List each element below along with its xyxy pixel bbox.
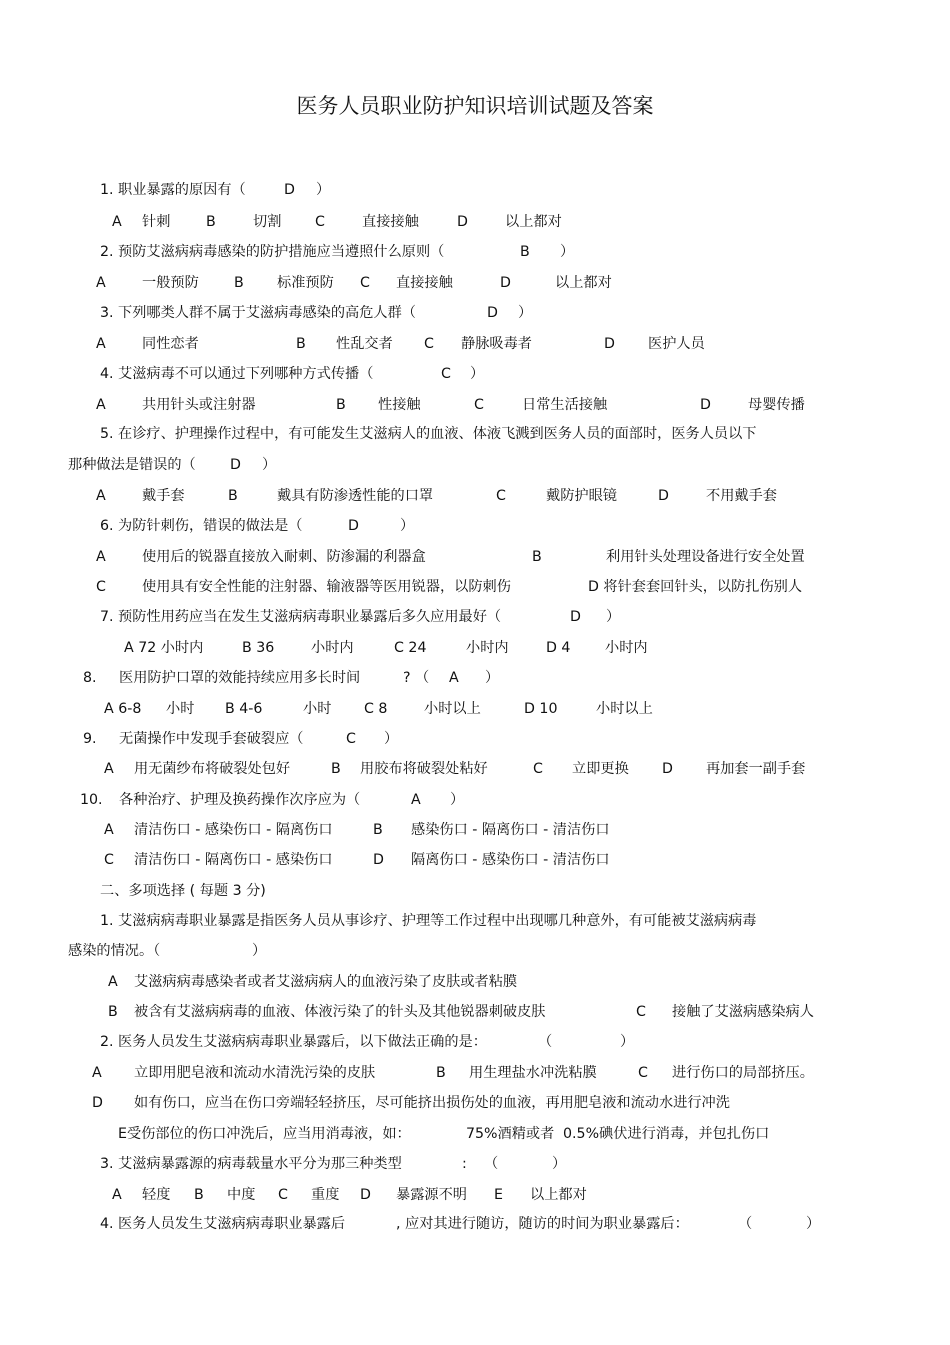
paren: ） [316, 182, 331, 198]
option-text: 重度 [311, 1187, 340, 1203]
answer: A [449, 670, 459, 686]
option-letter: B [331, 761, 341, 777]
option-letter: D [360, 1187, 371, 1203]
option-letter: B [436, 1065, 446, 1081]
paren: （ [538, 1034, 553, 1050]
option-text: 直接接触 [362, 214, 419, 230]
option-text: 用无菌纱布将破裂处包好 [134, 761, 291, 777]
question-text: 1. 职业暴露的原因有（ [100, 182, 246, 198]
option-letter: A [112, 1187, 122, 1203]
option-text: 以上都对 [555, 275, 612, 291]
paren: ） [485, 670, 500, 686]
question-number: 8. [83, 670, 97, 686]
option-text: 立即用肥皂液和流动水清洗污染的皮肤 [134, 1065, 376, 1081]
paren: ） [806, 1216, 821, 1232]
option-text: 直接接触 [396, 275, 453, 291]
option-text: 再加套一副手套 [706, 761, 806, 777]
option-text: 感染伤口 - 隔离伤口 - 清洁伤口 [411, 822, 610, 838]
option-text: 日常生活接触 [522, 397, 608, 413]
option-letter: B [234, 275, 244, 291]
paren: ） [262, 457, 277, 473]
question-text: 4. 医务人员发生艾滋病病毒职业暴露后 [100, 1216, 346, 1232]
option-text: 戴手套 [142, 488, 185, 504]
option-text: 被含有艾滋病病毒的血液、体液污染了的针头及其他锐器刺破皮肤 [134, 1004, 546, 1020]
option-letter: D [658, 488, 669, 504]
option-text: 小时内 [466, 640, 509, 656]
option-text: 小时内 [605, 640, 648, 656]
option-letter: C [278, 1187, 288, 1203]
option-letter: C [315, 214, 325, 230]
option-text: 小时以上 [424, 701, 481, 717]
option-text: 进行伤口的局部挤压。 [672, 1065, 814, 1081]
option-text: 轻度 [142, 1187, 171, 1203]
option-text: 中度 [227, 1187, 256, 1203]
question-number: 10. [80, 792, 103, 808]
paren: ） [518, 305, 533, 321]
option-text: 利用针头处理设备进行安全处置 [606, 549, 805, 565]
option-text: 性乱交者 [336, 336, 393, 352]
option-text: 针刺 [142, 214, 171, 230]
option-text: 共用针头或注射器 [142, 397, 256, 413]
option-text: 以上都对 [505, 214, 562, 230]
option-text: A 72 小时内 [124, 640, 204, 656]
option-letter: C [360, 275, 370, 291]
paren: ） [470, 366, 485, 382]
question-text: 3. 艾滋病暴露源的病毒载量水平分为那三种类型 [100, 1156, 402, 1172]
option-text: 母婴传播 [748, 397, 805, 413]
question-text: 3. 下列哪类人群不属于艾滋病毒感染的高危人群（ [100, 305, 416, 321]
option-text: 暴露源不明 [396, 1187, 467, 1203]
option-letter: A [104, 822, 114, 838]
option-letter: D [662, 761, 673, 777]
option-letter: C [636, 1004, 646, 1020]
question-text: 6. 为防针刺伤，错误的做法是（ [100, 518, 303, 534]
option-letter: A [104, 761, 114, 777]
option-text: 标准预防 [277, 275, 334, 291]
option-letter: C [96, 579, 106, 595]
question-text: , 应对其进行随访，随访的时间为职业暴露后： [396, 1216, 689, 1232]
option-letter: C [638, 1065, 648, 1081]
paren: ） [450, 792, 465, 808]
option-letter: B 4-6 [225, 701, 263, 717]
option-letter: B [228, 488, 238, 504]
option-text: E受伤部位的伤口冲洗后，应当用消毒液，如： [118, 1126, 411, 1142]
option-letter: A [112, 214, 122, 230]
option-text: 静脉吸毒者 [461, 336, 532, 352]
option-letter: C [474, 397, 484, 413]
option-letter: A [96, 397, 106, 413]
option-letter: C 8 [364, 701, 388, 717]
option-letter: A [96, 275, 106, 291]
option-text: 立即更换 [572, 761, 629, 777]
option-letter: B [532, 549, 542, 565]
answer: D [487, 305, 498, 321]
answer: A [411, 792, 421, 808]
colon: : [462, 1156, 467, 1172]
option-text: 戴防护眼镜 [546, 488, 617, 504]
option-letter: B [336, 397, 346, 413]
option-text: 戴具有防渗透性能的口罩 [277, 488, 434, 504]
option-letter: D 4 [546, 640, 571, 656]
option-letter: C 24 [394, 640, 427, 656]
option-letter: D [604, 336, 615, 352]
paren: ） [400, 518, 415, 534]
option-text: 性接触 [378, 397, 421, 413]
option-letter: C [104, 852, 114, 868]
option-letter: E [494, 1187, 503, 1203]
option-text: 小时 [166, 701, 195, 717]
option-letter: B 36 [242, 640, 275, 656]
option-letter: D 10 [524, 701, 558, 717]
section-title: 二、多项选择 ( 每题 3 分) [100, 883, 266, 899]
option-text: 医护人员 [648, 336, 705, 352]
option-letter: D [373, 852, 384, 868]
answer: D [570, 609, 581, 625]
option-text: 艾滋病病毒感染者或者艾滋病病人的血液污染了皮肤或者粘膜 [134, 974, 518, 990]
question-text: 各种治疗、护理及换药操作次序应为（ [119, 792, 361, 808]
option-text: D 将针套套回针头，以防扎伤别人 [588, 579, 803, 595]
question-text: 2. 预防艾滋病病毒感染的防护措施应当遵照什么原则（ [100, 244, 445, 260]
question-text: 7. 预防性用药应当在发生艾滋病病毒职业暴露后多久应用最好（ [100, 609, 502, 625]
option-letter: C [496, 488, 506, 504]
paren: ） [620, 1034, 635, 1050]
option-letter: B [296, 336, 306, 352]
option-letter: B [373, 822, 383, 838]
option-letter: C [424, 336, 434, 352]
paren: （ [738, 1216, 753, 1232]
option-text: 小时以上 [596, 701, 653, 717]
option-text: 小时内 [311, 640, 354, 656]
question-text: 无菌操作中发现手套破裂应（ [119, 731, 304, 747]
option-text: 同性恋者 [142, 336, 199, 352]
answer: D [230, 457, 241, 473]
answer: C [441, 366, 451, 382]
option-letter: A [108, 974, 118, 990]
option-letter: A [96, 336, 106, 352]
option-text: 如有伤口，应当在伤口旁端轻轻挤压，尽可能挤出损伤处的血液，再用肥皂液和流动水进行冲洗 [134, 1095, 730, 1111]
option-letter: C [533, 761, 543, 777]
option-text: 不用戴手套 [706, 488, 777, 504]
question-text: 4. 艾滋病毒不可以通过下列哪种方式传播（ [100, 366, 374, 382]
option-text: 接触了艾滋病感染病人 [672, 1004, 814, 1020]
option-text: 一般预防 [142, 275, 199, 291]
option-letter: A 6-8 [104, 701, 142, 717]
question-text: 医用防护口罩的效能持续应用多长时间 [119, 670, 361, 686]
option-text: 以上都对 [530, 1187, 587, 1203]
question-text: 1. 艾滋病病毒职业暴露是指医务人员从事诊疗、护理等工作过程中出现哪几种意外，有可能被艾滋病病毒 [100, 913, 757, 929]
option-letter: D [500, 275, 511, 291]
paren: ） [606, 609, 621, 625]
option-text: 75%酒精或者 [466, 1126, 555, 1142]
paren: ） [252, 943, 267, 959]
option-text: 0.5%碘伏进行消毒，并包扎伤口 [563, 1126, 770, 1142]
option-letter: D [700, 397, 711, 413]
option-letter: B [108, 1004, 118, 1020]
paren: （ [484, 1156, 499, 1172]
option-letter: A [92, 1065, 102, 1081]
page-title: 医务人员职业防护知识培训试题及答案 [296, 94, 654, 118]
option-letter: D [457, 214, 468, 230]
option-text: 清洁伤口 - 感染伤口 - 隔离伤口 [134, 822, 333, 838]
answer: B [520, 244, 530, 260]
answer: D [348, 518, 359, 534]
option-letter: D [92, 1095, 103, 1111]
answer: D [284, 182, 295, 198]
option-text: 隔离伤口 - 感染伤口 - 清洁伤口 [411, 852, 610, 868]
option-letter: B [194, 1187, 204, 1203]
option-text: 小时 [303, 701, 332, 717]
option-text: 切割 [253, 214, 282, 230]
option-text: 使用具有安全性能的注射器、输液器等医用锐器，以防刺伤 [142, 579, 511, 595]
question-text: 那种做法是错误的（ [68, 457, 196, 473]
paren: ? （ [403, 670, 430, 686]
option-letter: A [96, 549, 106, 565]
answer: C [346, 731, 356, 747]
option-letter: A [96, 488, 106, 504]
option-text: 用生理盐水冲洗粘膜 [469, 1065, 597, 1081]
question-text: 5. 在诊疗、护理操作过程中，有可能发生艾滋病人的血液、体液飞溅到医务人员的面部时，医务人员以下 [100, 426, 757, 442]
question-number: 9. [83, 731, 97, 747]
option-text: 清洁伤口 - 隔离伤口 - 感染伤口 [134, 852, 333, 868]
paren: ） [552, 1156, 567, 1172]
paren: ） [384, 731, 399, 747]
option-text: 用胶布将破裂处粘好 [360, 761, 488, 777]
paren: ） [560, 244, 575, 260]
option-text: 使用后的锐器直接放入耐刺、防渗漏的利器盒 [142, 549, 426, 565]
question-text: 2. 医务人员发生艾滋病病毒职业暴露后，以下做法正确的是： [100, 1034, 487, 1050]
question-text: 感染的情况。（ [68, 943, 161, 959]
option-letter: B [206, 214, 216, 230]
